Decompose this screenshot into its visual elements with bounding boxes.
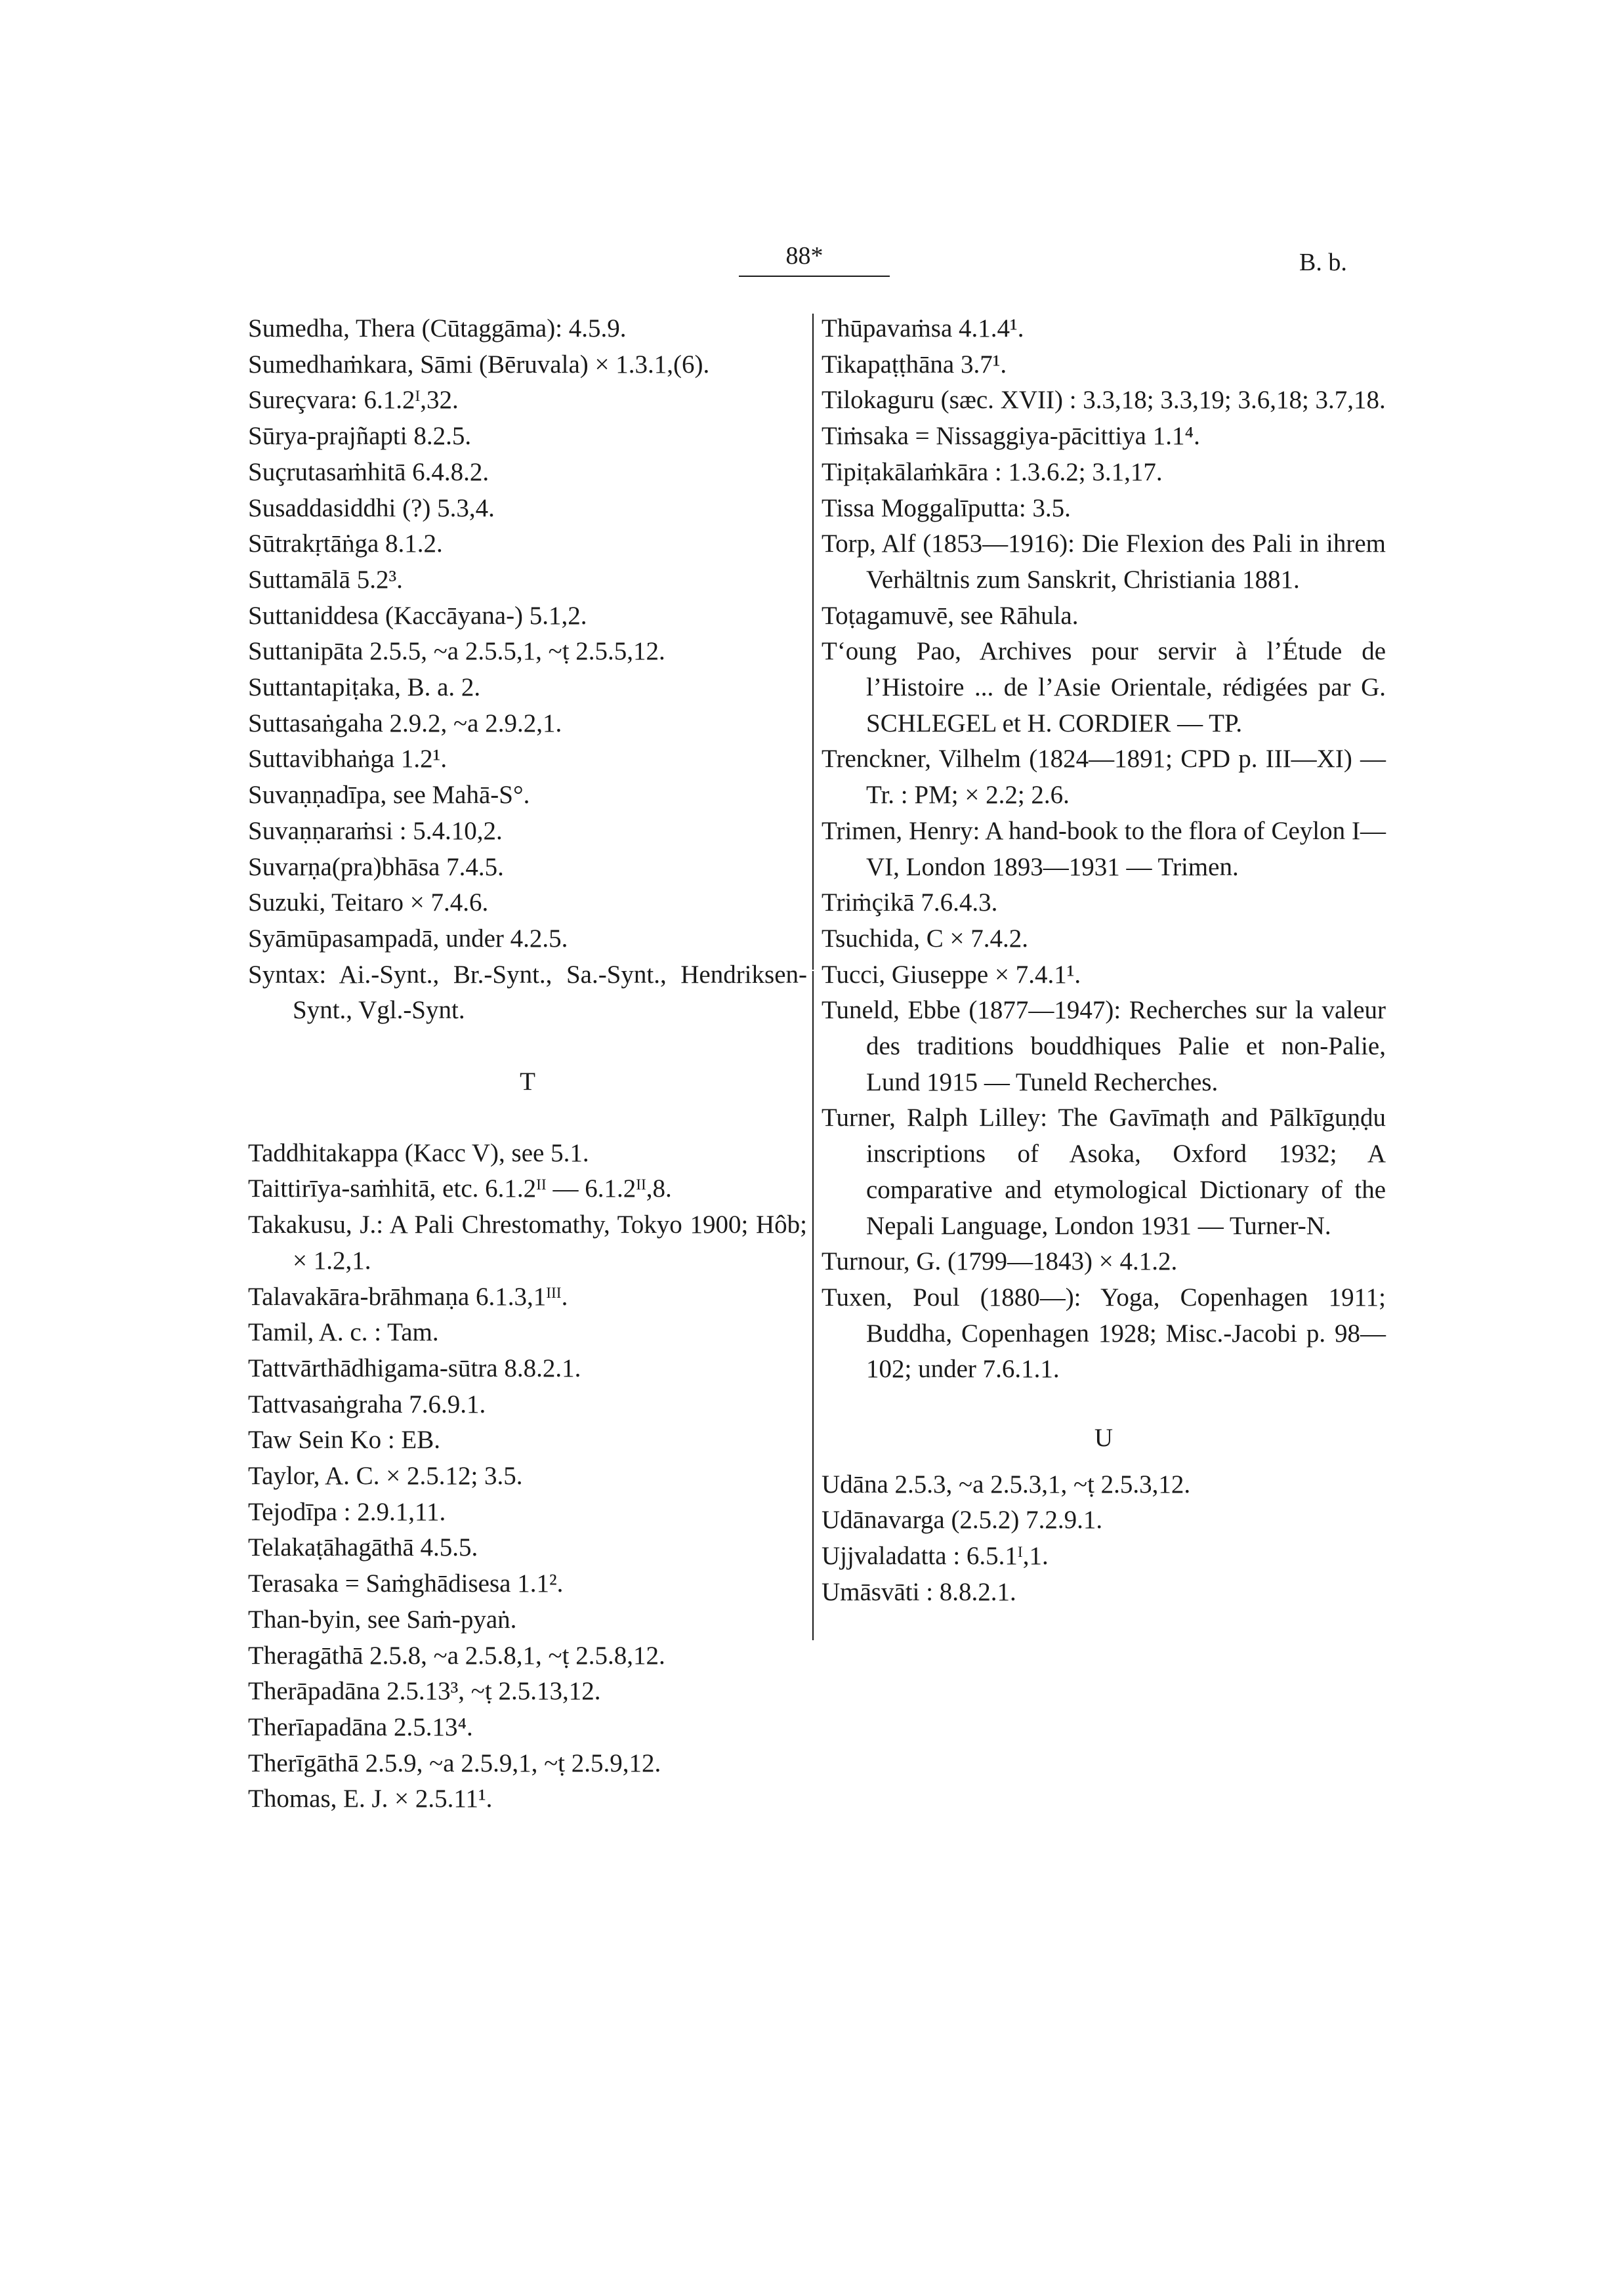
index-entry: Taylor, A. C. × 2.5.12; 3.5. xyxy=(248,1462,523,1491)
section-mark: B. b. xyxy=(1299,249,1347,276)
index-entry: Than-byin, see Saṁ-pyaṅ. xyxy=(248,1605,517,1634)
index-entry: Telakaṭāhagāthā 4.5.5. xyxy=(248,1533,478,1562)
index-entry: Syntax: Ai.-Synt., Br.-Synt., Sa.-Synt., Hendriksen-Synt., Vgl.-Synt. xyxy=(248,960,807,1025)
index-entry: Trimen, Henry: A hand-book to the flora of Ceylon I—VI, London 1893—1931 — Trimen. xyxy=(822,816,1386,881)
index-entry: Sūrya-prajñapti 8.2.5. xyxy=(248,422,472,451)
index-entry: Suvarṇa(pra)bhāsa 7.4.5. xyxy=(248,852,504,881)
index-entry: Suvaṇṇadīpa, see Mahā-S°. xyxy=(248,781,530,810)
index-entry: Syāmūpasampadā, under 4.2.5. xyxy=(248,924,568,953)
index-entry: Suvaṇṇaraṁsi : 5.4.10,2. xyxy=(248,816,503,845)
index-entry: Takakusu, J.: A Pali Chrestomathy, Tokyo 1900; Hôb; × 1.2,1. xyxy=(248,1210,807,1275)
index-entry: Suttavibhaṅga 1.2¹. xyxy=(248,745,448,774)
index-entry: Sureçvara: 6.1.2ᴵ,32. xyxy=(248,386,459,415)
column-divider-bottom xyxy=(812,971,814,1640)
index-entry: Taw Sein Ko : EB. xyxy=(248,1426,440,1455)
index-entry: Turnour, G. (1799—1843) × 4.1.2. xyxy=(822,1247,1178,1276)
index-entry: Therāpadāna 2.5.13³, ~ṭ 2.5.13,12. xyxy=(248,1677,601,1706)
right-entries-after xyxy=(822,1467,1386,1611)
index-entry: Tuneld, Ebbe (1877—1947): Recherches sur la valeur des traditions bouddhiques Palie et non-Palie, Lund 1915 — Tuneld Recherches. xyxy=(822,996,1386,1096)
index-entry: Sūtrakṛtāṅga 8.1.2. xyxy=(248,529,443,558)
index-entry: Suttanipāta 2.5.5, ~a 2.5.5,1, ~ṭ 2.5.5,12. xyxy=(248,637,665,666)
index-entry: Umāsvāti : 8.8.2.1. xyxy=(822,1577,1016,1606)
index-entry: Tilokaguru (sæc. XVII) : 3.3,18; 3.3,19; 3.6,18; 3.7,18. xyxy=(822,386,1386,415)
index-entry: Theragāthā 2.5.8, ~a 2.5.8,1, ~ṭ 2.5.8,12. xyxy=(248,1641,665,1670)
index-entry: Taittirīya-saṁhitā, etc. 6.1.2ᴵᴵ — 6.1.2ᴵᴵ,8. xyxy=(248,1174,672,1203)
index-entry: Tiṁsaka = Nissaggiya-pācittiya 1.1⁴. xyxy=(822,422,1200,451)
index-entry: Therīgāthā 2.5.9, ~a 2.5.9,1, ~ṭ 2.5.9,12. xyxy=(248,1748,661,1777)
index-entry: Tamil, A. c. : Tam. xyxy=(248,1318,439,1347)
index-entry: Suttamālā 5.2³. xyxy=(248,565,403,594)
index-entry: Suttasaṅgaha 2.9.2, ~a 2.9.2,1. xyxy=(248,709,562,737)
index-entry: Trenckner, Vilhelm (1824—1891; CPD p. III—XI) — Tr. : PM; × 2.2; 2.6. xyxy=(822,745,1386,810)
index-entry: Tattvasaṅgraha 7.6.9.1. xyxy=(248,1390,486,1418)
letter-heading-u: U xyxy=(1094,1424,1114,1453)
index-entry: Tucci, Giuseppe × 7.4.1¹. xyxy=(822,960,1081,989)
index-entry: Udāna 2.5.3, ~a 2.5.3,1, ~ṭ 2.5.3,12. xyxy=(822,1470,1191,1499)
index-entry: Tikapaṭṭhāna 3.7¹. xyxy=(822,350,1007,379)
left-entries-before xyxy=(248,311,807,1029)
index-entry: Tattvārthādhigama-sūtra 8.8.2.1. xyxy=(248,1354,581,1382)
left-column xyxy=(248,311,807,1817)
index-entry: T‘oung Pao, Archives pour servir à l’Étude de l’Histoire ... de l’Asie Orientale, rédigées par G. SCHLEGEL et H. CORDIER — TP. xyxy=(822,637,1386,737)
index-entry: Sumedhaṁkara, Sāmi (Bēruvala) × 1.3.1,(6). xyxy=(248,350,710,379)
index-entry: Sumedha, Thera (Cūtaggāma): 4.5.9. xyxy=(248,314,627,342)
index-entry: Talavakāra-brāhmaṇa 6.1.3,1ᴵᴵᴵ. xyxy=(248,1282,568,1311)
index-entry: Thūpavaṁsa 4.1.4¹. xyxy=(822,314,1024,342)
index-entry: Thomas, E. J. × 2.5.11¹. xyxy=(248,1785,493,1813)
index-entry: Turner, Ralph Lilley: The Gavīmaṭh and Pālkīguṇḍu inscriptions of Asoka, Oxford 1932; A comparative and etymological Dictionary of the Nepali Language, London 1931 — Turner-N. xyxy=(822,1104,1386,1240)
page-number-rule xyxy=(739,276,890,277)
index-entry: Triṁçikā 7.6.4.3. xyxy=(822,888,998,917)
index-entry: Ujjvaladatta : 6.5.1ᴵ,1. xyxy=(822,1542,1049,1571)
index-entry: Suttaniddesa (Kaccāyana-) 5.1,2. xyxy=(248,601,587,630)
index-entry: Udānavarga (2.5.2) 7.2.9.1. xyxy=(822,1506,1103,1535)
index-entry: Suttantapiṭaka, B. a. 2. xyxy=(248,673,481,702)
right-entries-before xyxy=(822,311,1386,1388)
index-entry: Terasaka = Saṁghādisesa 1.1². xyxy=(248,1569,564,1598)
index-entry: Tissa Moggalīputta: 3.5. xyxy=(822,493,1071,522)
index-entry: Therīapadāna 2.5.13⁴. xyxy=(248,1713,473,1741)
column-divider-top xyxy=(812,314,814,970)
index-entry: Suçrutasaṁhitā 6.4.8.2. xyxy=(248,457,489,486)
left-entries-after xyxy=(248,1136,807,1817)
index-entry: Torp, Alf (1853—1916): Die Flexion des Pali in ihrem Verhältnis zum Sanskrit, Christiania 1881. xyxy=(822,529,1386,594)
index-entry: Tsuchida, C × 7.4.2. xyxy=(822,924,1028,953)
index-entry: Taddhitakappa (Kacc V), see 5.1. xyxy=(248,1138,589,1167)
index-entry: Susaddasiddhi (?) 5.3,4. xyxy=(248,493,495,522)
letter-heading-t: T xyxy=(520,1067,535,1096)
index-entry: Tuxen, Poul (1880—): Yoga, Copenhagen 1911; Buddha, Copenhagen 1928; Misc.-Jacobi p. 98—102; under 7.6.1.1. xyxy=(822,1283,1386,1384)
index-entry: Toṭagamuvē, see Rāhula. xyxy=(822,601,1079,630)
right-column xyxy=(822,311,1386,1611)
index-entry: Suzuki, Teitaro × 7.4.6. xyxy=(248,888,489,917)
index-entry: Tipiṭakālaṁkāra : 1.3.6.2; 3.1,17. xyxy=(822,457,1163,486)
index-entry: Tejodīpa : 2.9.1,11. xyxy=(248,1497,446,1526)
page-number: 88* xyxy=(785,242,823,270)
